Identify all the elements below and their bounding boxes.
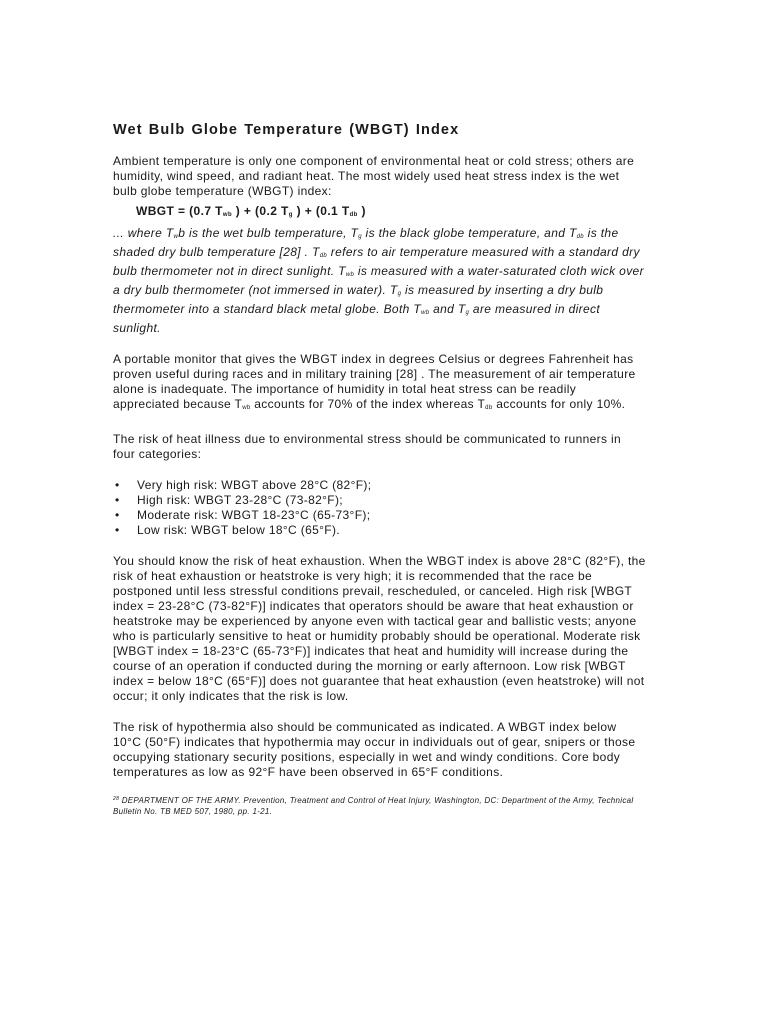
text-run: is the black globe temperature, and T (361, 226, 577, 240)
text-run: refers to air temperature measured with a standard dry bulb thermometer not in direct sunlight. T (113, 245, 640, 278)
subscript: g (465, 310, 470, 316)
subscript: db (485, 405, 493, 411)
text-run: accounts for only 10%. (492, 397, 626, 411)
formula-part: ) + (0.1 T (292, 204, 350, 218)
text-run: is measured by inserting a dry bulb thermometer into a standard black metal globe. Both T (113, 283, 604, 316)
text-run: b is the wet bulb temperature, T (178, 226, 359, 240)
heat-exhaustion-paragraph: You should know the risk of heat exhaustion. When the WBGT index is above 28°C (82°F), the risk of heat exhaustion or heatstroke is very high; it is recommended that the race be postponed until less stressful conditions prevail, rescheduled, or canceled. High risk [WBGT index = 23-28°C (73-82°F)] indicates that operators should be aware that heat exhaustion or heatstroke may be experienced by anyone even with tactical gear and ballistic vests; anyone who is particularly sensitive to heat or humidity probably should be operational. Moderate risk [WBGT index = 18-23°C (65-73°F)] indicates that heat and humidity will increase during the course of an operation if conducted during the morning or early afternoon. Low risk [WBGT index = below 18°C (65°F)] does not guarantee that heat exhaustion (even heatstroke) will not occur; it only indicates that the risk is low. (113, 554, 646, 703)
subscript: w (173, 234, 179, 240)
text-run: and T (429, 302, 466, 316)
bullet: • (115, 508, 120, 522)
text-run: is measured with a water-saturated cloth wick over a dry bulb thermometer (not immersed in water). T (113, 264, 644, 297)
subscript: g (358, 234, 362, 240)
formula-part: ) + (0.2 T (232, 204, 289, 218)
subscript: wb (242, 405, 251, 411)
formula-subscript: db (349, 212, 358, 218)
hypothermia-paragraph: The risk of hypothermia also should be communicated as indicated. A WBGT index below 10°C (50°F) indicates that hypothermia may occur in individuals out of gear, snipers or those occupying stationary security positions, especially in wet and windy conditions. Core body temperatures as low as 92°F have been observed in 65°F conditions. (113, 720, 636, 779)
list-item (113, 493, 646, 508)
risk-text: High risk: WBGT 23-28°C (73-82°F); (137, 493, 343, 507)
list-item (113, 508, 646, 523)
list-item (113, 478, 646, 493)
formula-part: ) (357, 204, 366, 218)
footnote (113, 794, 646, 817)
risk-text: Low risk: WBGT below 18°C (65°F). (137, 523, 340, 537)
wbgt-formula (136, 203, 646, 224)
bullet: • (115, 493, 120, 507)
risk-text: Moderate risk: WBGT 18-23°C (65-73°F); (137, 508, 371, 522)
risk-intro-paragraph: The risk of heat illness due to environmental stress should be communicated to runners in four categories: (113, 432, 622, 461)
document-title: Wet Bulb Globe Temperature (WBGT) Index (113, 122, 460, 138)
text-run: accounts for 70% of the index whereas T (250, 397, 486, 411)
subscript: g (397, 291, 402, 297)
formula-subscript: wb (222, 212, 233, 218)
document-page (113, 122, 646, 817)
footnote-mark: 28 (113, 796, 120, 802)
portable-monitor-paragraph (113, 352, 646, 416)
risk-text: Very high risk: WBGT above 28°C (82°F); (137, 478, 372, 492)
list-item (113, 523, 646, 538)
intro-paragraph: Ambient temperature is only one component of environmental heat or cold stress; others are humidity, wind speed, and radiant heat. The most widely used heat stress index is the wet bulb globe temperature (WBGT) index: (113, 154, 635, 198)
risk-list (113, 478, 646, 538)
bullet: • (115, 478, 120, 492)
text-run: is the shaded dry bulb temperature [28] . T (113, 226, 619, 259)
text-run: A portable monitor that gives the WBGT index in degrees Celsius or degrees Fahrenheit has proven useful during races and in military training [28] . The measurement of air temperature alone is inadequate. The importance of humidity in total heat stress can be readily appreciated because T (113, 352, 636, 411)
bullet: • (115, 523, 120, 537)
text-run: ... where T (113, 226, 174, 240)
formula-part: WBGT = (0.7 T (136, 204, 223, 218)
formula-subscript: g (288, 212, 293, 218)
text-run: are measured in direct sunlight. (113, 302, 601, 335)
subscript: wb (345, 272, 355, 278)
definition-paragraph (113, 226, 646, 336)
subscript: wb (421, 310, 430, 316)
subscript: db (576, 234, 584, 240)
footnote-text: DEPARTMENT OF THE ARMY. Prevention, Treatment and Control of Heat Injury, Washington, DC: Department of the Army, Technical Bulletin No. TB MED 507, 1980, pp. 1-21. (113, 796, 634, 816)
subscript: db (319, 253, 328, 259)
